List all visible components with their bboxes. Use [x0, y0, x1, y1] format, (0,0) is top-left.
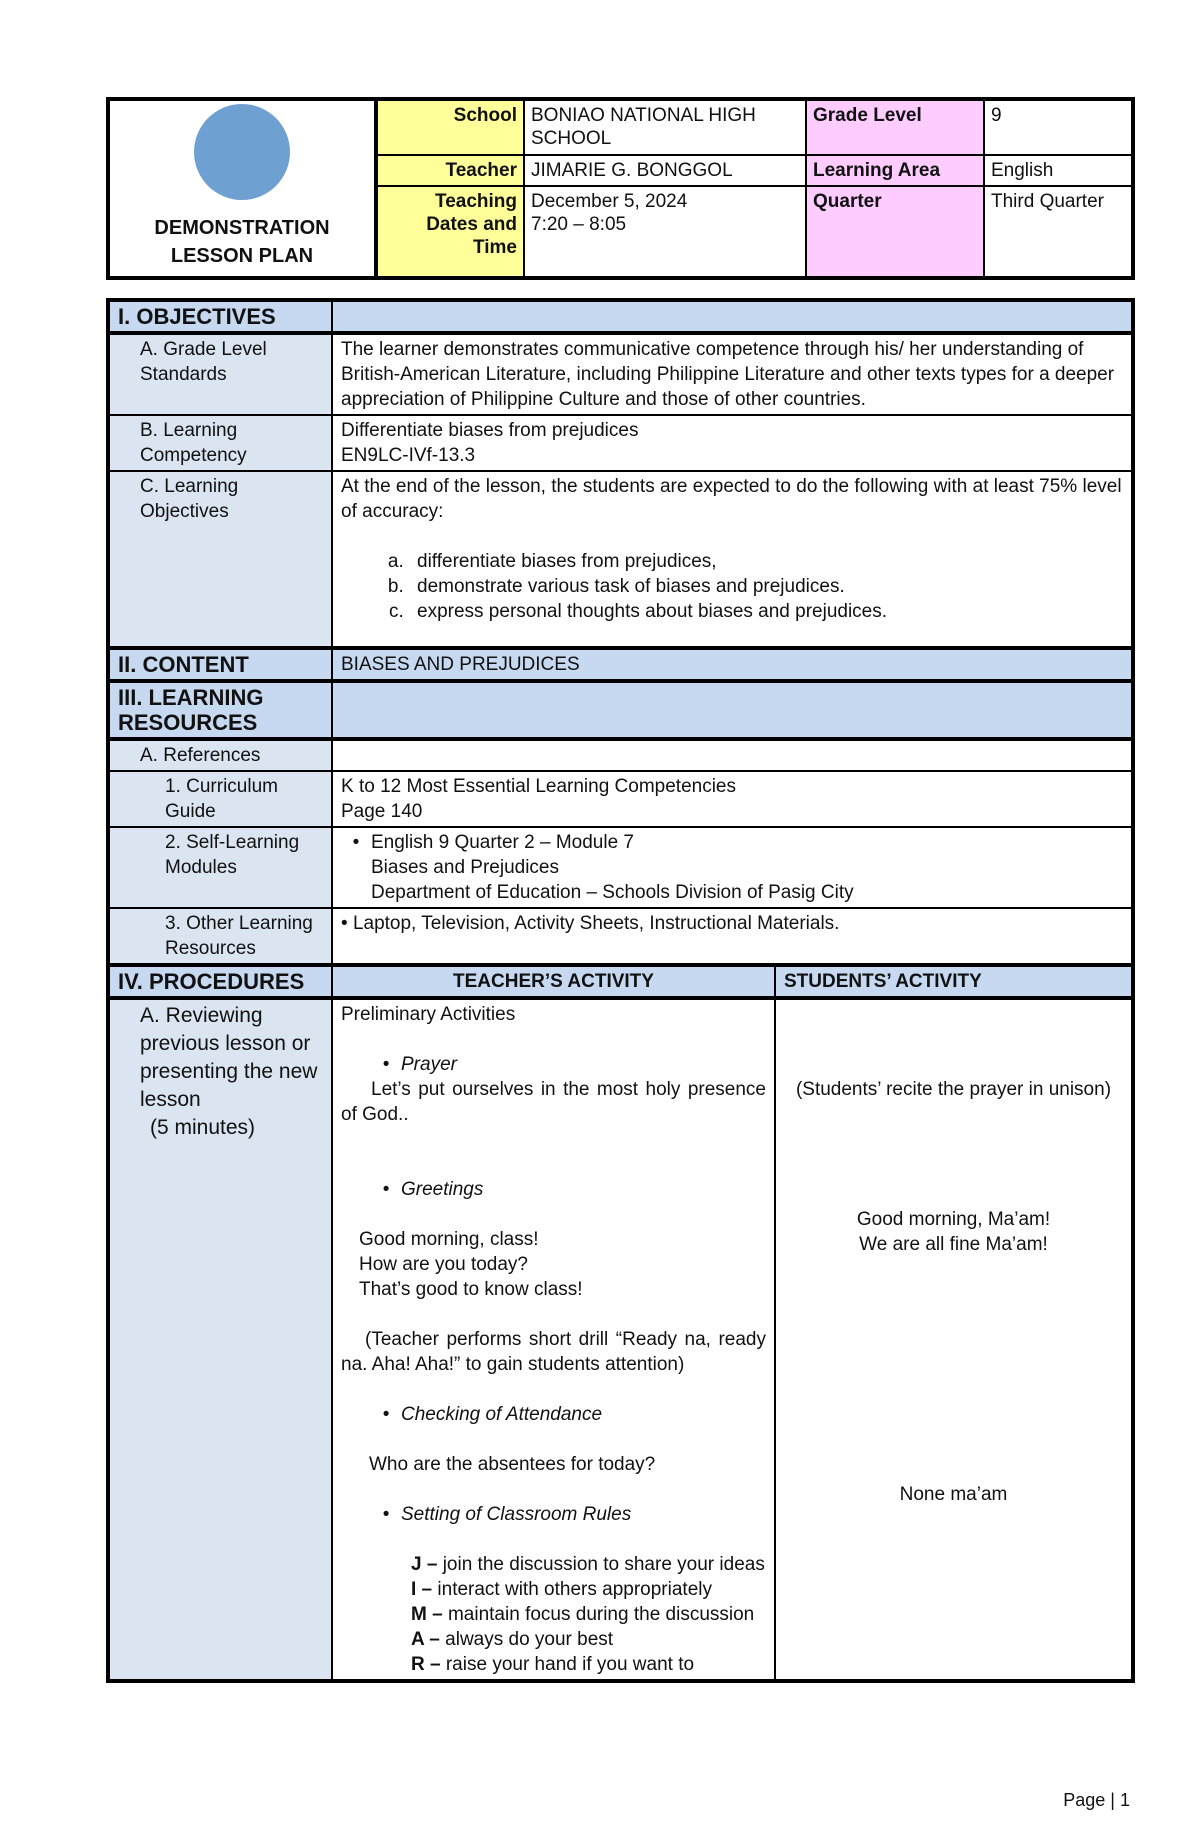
- objective-b: b. demonstrate various task of biases and prejudices.: [409, 574, 1123, 599]
- bullet-icon: •: [352, 832, 360, 853]
- slm-label: 2. Self-Learning Modules: [108, 827, 332, 908]
- greeting-response-2: We are all fine Ma’am!: [859, 1234, 1048, 1255]
- grade-level-standards-text: The learner demonstrates communicative competence through his/ her understanding of British-American Literature, including Philippine Literature and other texts types for a deeper appreciation of Philippine Culture and those of other countries.: [332, 333, 1133, 415]
- attendance-question: Who are the absentees for today?: [369, 1454, 656, 1475]
- rule-r-text: raise your hand if you want to: [445, 1654, 695, 1675]
- procedures-title: IV. PROCEDURES: [108, 965, 332, 998]
- page-number: Page | 1: [1063, 1790, 1130, 1810]
- school-value: BONIAO NATIONAL HIGH SCHOOL: [524, 99, 806, 155]
- learning-area-label: Learning Area: [806, 155, 984, 186]
- teacher-value: JIMARIE G. BONGGOL: [524, 155, 806, 186]
- school-label: School: [376, 99, 524, 155]
- quarter-label: Quarter: [806, 186, 984, 278]
- lesson-plan-table: [106, 298, 1135, 1683]
- slm-line1: English 9 Quarter 2 – Module 7: [371, 832, 634, 853]
- step-a-cell: [108, 998, 332, 1681]
- bullet-icon: •: [382, 1054, 390, 1075]
- step-a-time: (5 minutes): [150, 1116, 256, 1139]
- teacher-activity-header: TEACHER’S ACTIVITY: [332, 965, 775, 998]
- preliminary-title: Preliminary Activities: [341, 1004, 516, 1025]
- prayer-response: (Students’ recite the prayer in unison): [795, 1079, 1112, 1100]
- logo-cell: [108, 99, 376, 278]
- greetings-title: Greetings: [401, 1179, 484, 1200]
- content-title: II. CONTENT: [108, 648, 332, 681]
- objectives-title-fill: [332, 300, 1133, 333]
- grade-level-value: 9: [984, 99, 1133, 155]
- learning-objectives-label: C. Learning Objectives: [108, 471, 332, 648]
- other-resources-label: 3. Other Learning Resources: [108, 908, 332, 965]
- content-value: BIASES AND PREJUDICES: [332, 648, 1133, 681]
- competency-cell: [332, 415, 1133, 471]
- attendance-response: None ma’am: [899, 1484, 1008, 1505]
- curriculum-cell: [332, 771, 1133, 827]
- header-table: [106, 97, 1135, 280]
- logo-title-line2: LESSON PLAN: [170, 245, 314, 267]
- bullet-icon: •: [382, 1404, 390, 1425]
- rule-r-key: R –: [411, 1654, 441, 1675]
- rule-a-key: A –: [411, 1629, 440, 1650]
- objectives-title: I. OBJECTIVES: [108, 300, 332, 333]
- competency-code: EN9LC-IVf-13.3: [341, 445, 476, 466]
- objectives-list: [341, 549, 1123, 624]
- greeting-3: That’s good to know class!: [359, 1279, 583, 1300]
- rule-a-text: always do your best: [445, 1629, 614, 1650]
- objective-a: a. differentiate biases from prejudices,: [409, 549, 1123, 574]
- objective-c: c. express personal thoughts about biases and prejudices.: [409, 599, 1123, 624]
- rule-m-text: maintain focus during the discussion: [447, 1604, 755, 1625]
- step-a-label: A. Reviewing previous lesson or presenting the new lesson: [140, 1004, 318, 1111]
- rule-j-text: join the discussion to share your ideas: [442, 1554, 765, 1575]
- rules-title: Setting of Classroom Rules: [401, 1504, 632, 1525]
- curriculum-label: 1. Curriculum Guide: [108, 771, 332, 827]
- grade-level-label: Grade Level: [806, 99, 984, 155]
- dates-label: Teaching Dates and Time: [376, 186, 524, 278]
- grade-level-standards-label: A. Grade Level Standards: [108, 333, 332, 415]
- rule-j-key: J –: [411, 1554, 438, 1575]
- references-value: [332, 739, 1133, 771]
- prayer-text: Let’s put ourselves in the most holy presence of God..: [341, 1079, 766, 1125]
- bullet-icon: •: [382, 1504, 390, 1525]
- attendance-title: Checking of Attendance: [401, 1404, 603, 1425]
- greeting-1: Good morning, class!: [359, 1229, 539, 1250]
- school-logo-icon: [194, 104, 290, 200]
- curriculum-line1: K to 12 Most Essential Learning Competencies: [341, 776, 736, 797]
- resources-title-fill: [332, 681, 1133, 739]
- slm-cell: [332, 827, 1133, 908]
- curriculum-line2: Page 140: [341, 801, 423, 822]
- student-activity-cell: [775, 998, 1133, 1681]
- greeting-2: How are you today?: [359, 1254, 528, 1275]
- other-resources-cell: [332, 908, 1133, 965]
- bullet-icon: •: [341, 913, 353, 934]
- teacher-activity-cell: [332, 998, 775, 1681]
- learning-objectives-cell: [332, 471, 1133, 648]
- date-value: December 5, 2024: [531, 191, 688, 212]
- student-activity-header: STUDENTS’ ACTIVITY: [775, 965, 1133, 998]
- rule-m-key: M –: [411, 1604, 443, 1625]
- time-value: 7:20 – 8:05: [531, 214, 627, 235]
- logo-title-line1: DEMONSTRATION: [154, 217, 330, 239]
- drill-text: (Teacher performs short drill “Ready na, ready na. Aha! Aha!” to gain students attention): [341, 1329, 766, 1375]
- learning-objectives-intro: At the end of the lesson, the students are expected to do the following with at least 75% level of accuracy:: [341, 476, 1122, 522]
- teacher-label: Teacher: [376, 155, 524, 186]
- slm-line3: Department of Education – Schools Division of Pasig City: [371, 882, 854, 903]
- greeting-response-1: Good morning, Ma’am!: [856, 1209, 1051, 1230]
- competency-label: B. Learning Competency: [108, 415, 332, 471]
- references-label: A. References: [108, 739, 332, 771]
- rule-i-text: interact with others appropriately: [437, 1579, 712, 1600]
- competency-text: Differentiate biases from prejudices: [341, 420, 639, 441]
- resources-title: III. LEARNING RESOURCES: [108, 681, 332, 739]
- learning-area-value: English: [984, 155, 1133, 186]
- slm-line2: Biases and Prejudices: [371, 857, 559, 878]
- quarter-value: Third Quarter: [984, 186, 1133, 278]
- bullet-icon: •: [382, 1179, 390, 1200]
- prayer-title: Prayer: [401, 1054, 457, 1075]
- other-resources-text: Laptop, Television, Activity Sheets, Instructional Materials.: [352, 913, 840, 934]
- rule-i-key: I –: [411, 1579, 433, 1600]
- dates-value: [524, 186, 806, 278]
